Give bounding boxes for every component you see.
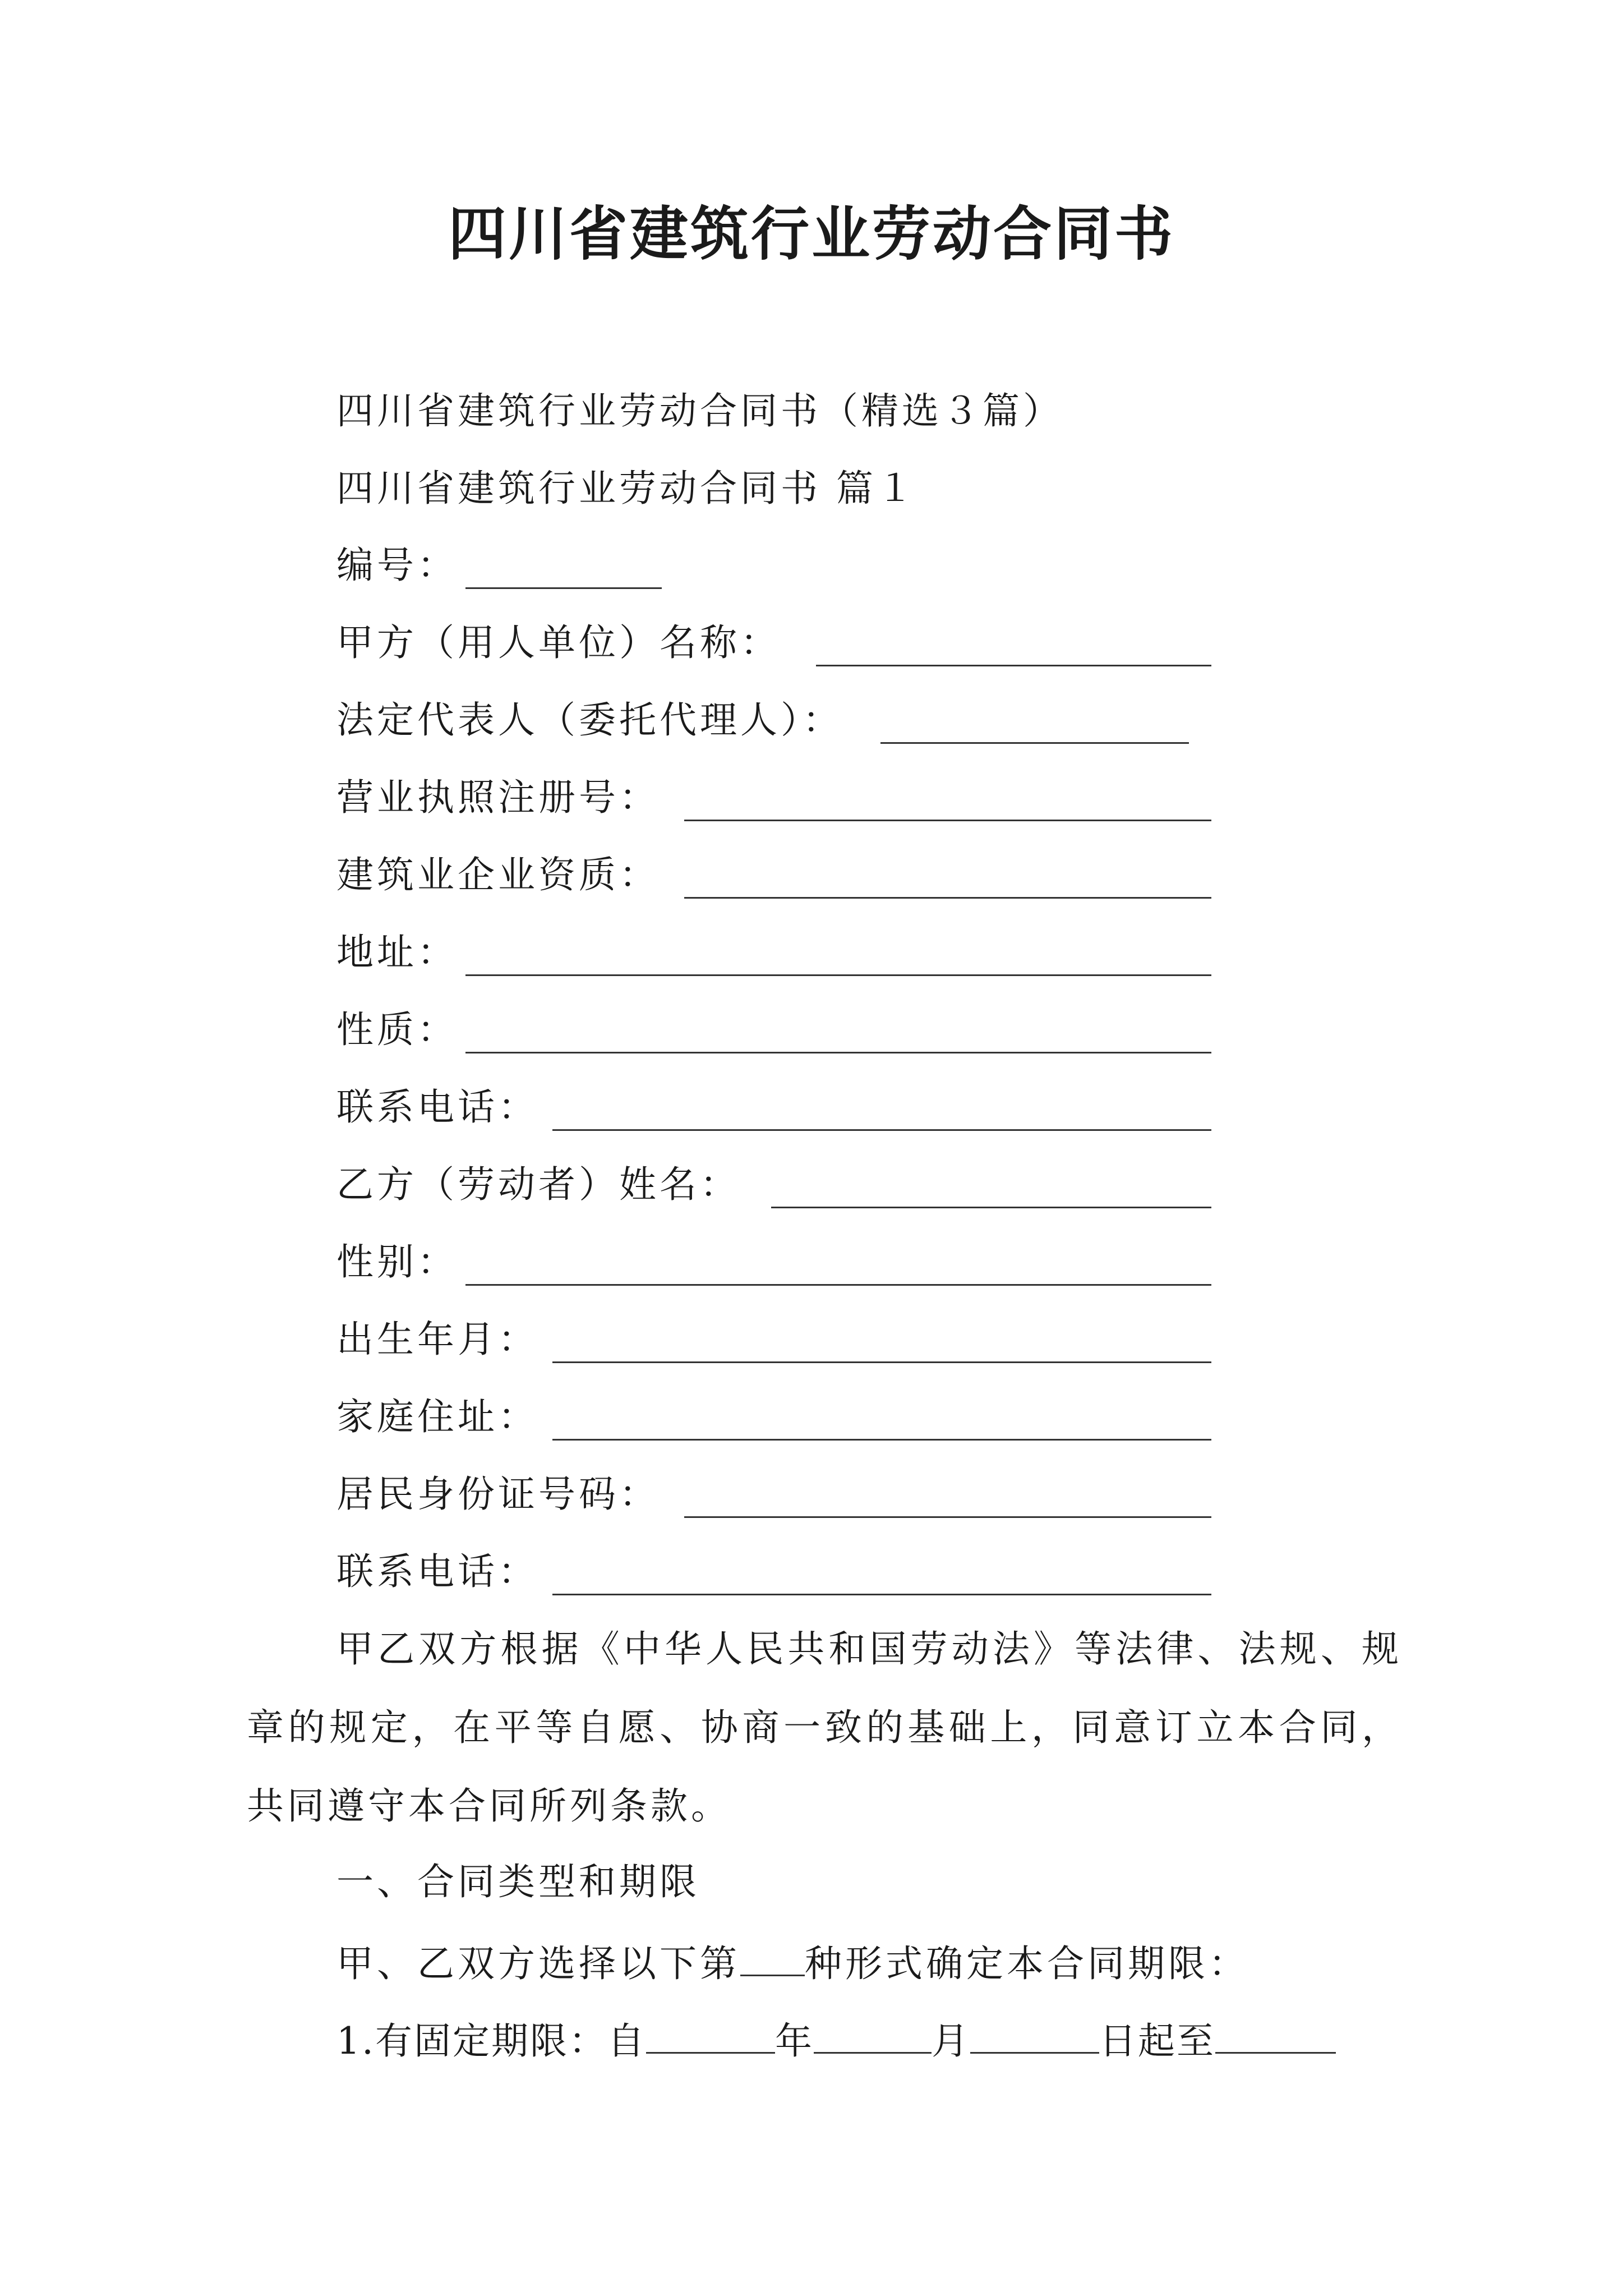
fill-in-line[interactable] — [552, 1361, 1211, 1363]
field-business-license — [336, 776, 660, 819]
fill-in-line[interactable] — [684, 1516, 1211, 1518]
field-employer-name — [336, 621, 781, 664]
fill-in-line[interactable] — [465, 1284, 1211, 1286]
fill-in-line[interactable] — [465, 587, 662, 589]
fill-in-line[interactable] — [1215, 2018, 1336, 2054]
fill-in-line[interactable] — [552, 1129, 1211, 1131]
document-title: 四川省建筑行业劳动合同书 — [448, 200, 1175, 268]
fill-in-line[interactable] — [465, 1052, 1211, 1053]
field-number — [336, 544, 458, 587]
fill-in-line[interactable] — [771, 1207, 1211, 1208]
field-label: 居民身份证号码： — [336, 1473, 660, 1516]
term-line: 1.有固定期限：自 年 月 日起至 — [336, 2018, 1336, 2060]
field-label: 编号： — [336, 544, 458, 587]
field-label: 联系电话： — [336, 1085, 538, 1129]
field-birth-date — [336, 1318, 538, 1361]
field-label: 地址： — [336, 931, 458, 974]
fill-in-line[interactable] — [814, 2018, 932, 2054]
field-worker-name — [336, 1163, 740, 1206]
fill-in-line[interactable] — [684, 897, 1211, 899]
field-label: 建筑业企业资质： — [336, 853, 660, 896]
field-gender — [336, 1240, 458, 1283]
field-label: 乙方（劳动者）姓名： — [336, 1163, 740, 1206]
field-label: 性质： — [336, 1008, 458, 1051]
field-home-address — [336, 1395, 538, 1438]
fill-in-line[interactable] — [646, 2018, 775, 2054]
field-label: 联系电话： — [336, 1550, 538, 1593]
clause-text: 甲、乙双方选择以下第 种形式确定本合同期限： — [336, 1942, 1249, 1985]
field-legal-representative — [336, 698, 843, 742]
fill-in-line[interactable] — [552, 1439, 1211, 1441]
field-label: 甲方（用人单位）名称： — [336, 621, 781, 664]
field-employer-phone — [336, 1085, 538, 1129]
field-nature — [336, 1008, 458, 1051]
field-address — [336, 931, 458, 974]
fill-in-line[interactable] — [465, 974, 1211, 976]
field-label: 法定代表人（委托代理人）： — [336, 698, 843, 742]
field-worker-phone — [336, 1550, 538, 1593]
field-label: 家庭住址： — [336, 1395, 538, 1438]
section-heading: 四川省建筑行业劳动合同书 篇１ — [336, 467, 917, 510]
fill-in-line[interactable] — [552, 1594, 1211, 1595]
fill-in-line[interactable] — [880, 742, 1189, 744]
document-subtitle: 四川省建筑行业劳动合同书（精选３篇） — [336, 389, 1063, 432]
clause-heading: 一、合同类型和期限 — [336, 1860, 700, 1903]
field-qualification — [336, 853, 660, 896]
field-label: 出生年月： — [336, 1318, 538, 1361]
fill-in-line[interactable] — [684, 820, 1211, 821]
fill-in-line[interactable] — [816, 665, 1211, 666]
fill-in-line[interactable] — [970, 2018, 1099, 2054]
field-label: 营业执照注册号： — [336, 776, 660, 819]
fill-in-line[interactable] — [740, 1941, 805, 1976]
intro-paragraph: 甲乙双方根据《中华人民共和国劳动法》等法律、法规、规章的规定，在平等自愿、协商一致的基础上，同意订立本合同，共同遵守本合同所列条款。 — [247, 1627, 1402, 1828]
field-id-number — [336, 1473, 660, 1516]
field-label: 性别： — [336, 1240, 458, 1283]
